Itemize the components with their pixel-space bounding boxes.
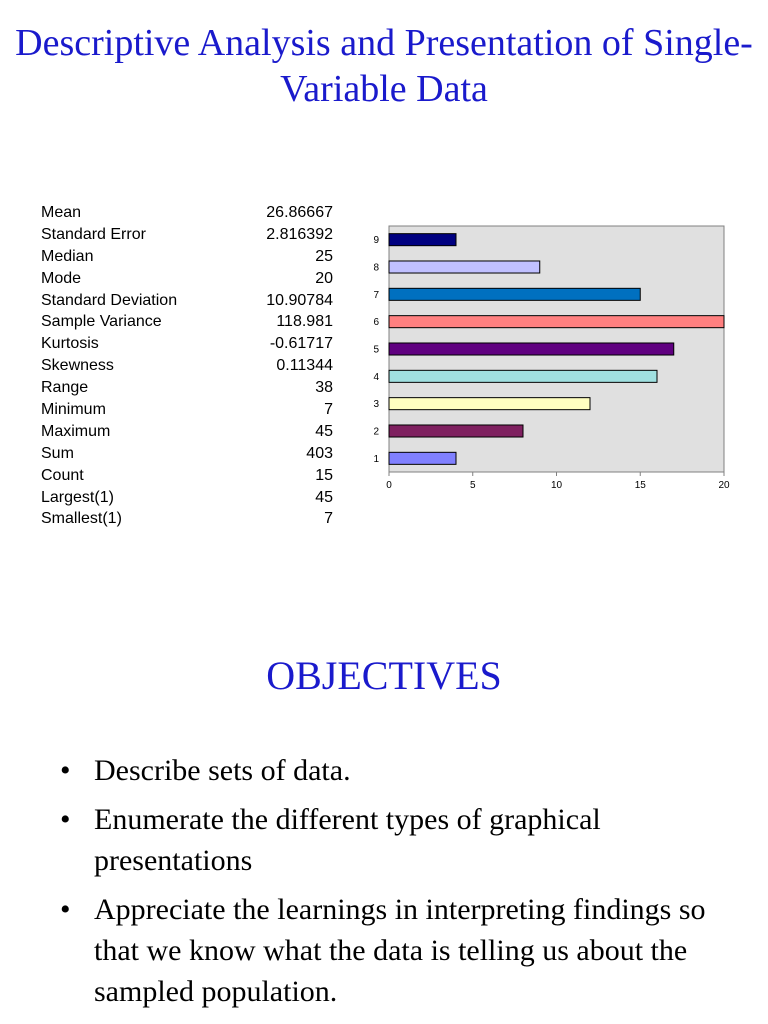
bar-9	[389, 234, 456, 246]
objective-text: Appreciate the learnings in interpreting findings so that we know what the data is telling us about the sampled population.	[94, 893, 706, 1008]
y-tick-label-4: 4	[373, 371, 379, 383]
objective-item	[60, 750, 740, 791]
stats-row	[41, 355, 333, 377]
stat-label: Minimum	[41, 401, 106, 419]
stats-row	[41, 268, 333, 290]
stat-label: Skewness	[41, 357, 114, 375]
stat-label: Standard Error	[41, 225, 146, 243]
stat-value: 45	[315, 422, 333, 440]
stats-row	[41, 508, 333, 530]
stats-row	[41, 333, 333, 355]
stat-label: Mode	[41, 269, 82, 287]
stat-value: 7	[324, 510, 333, 528]
objectives-heading: OBJECTIVES	[266, 653, 502, 698]
stat-value: 10.90784	[266, 291, 333, 309]
stats-row	[41, 246, 333, 268]
stats-row	[41, 465, 333, 487]
objective-text: Describe sets of data.	[94, 754, 351, 787]
stat-label: Kurtosis	[41, 335, 99, 353]
bar-2	[389, 425, 523, 437]
stats-row	[41, 443, 333, 465]
stat-label: Mean	[41, 204, 82, 221]
stats-row	[41, 487, 333, 509]
stat-value: 0.11344	[276, 357, 333, 375]
y-tick-label-1: 1	[373, 453, 379, 465]
stat-value: 403	[306, 444, 333, 462]
descriptive-stats-table	[41, 202, 333, 530]
stat-value: 45	[315, 488, 333, 506]
y-tick-label-3: 3	[373, 399, 379, 411]
bullet-marker: •	[60, 893, 71, 926]
stat-value: 7	[324, 401, 333, 419]
stat-label: Standard Deviation	[41, 291, 178, 309]
bar-1	[389, 452, 456, 464]
y-tick-label-5: 5	[373, 344, 379, 356]
stats-row	[41, 311, 333, 333]
stats-row	[41, 399, 333, 421]
stat-value: 118.981	[276, 313, 333, 331]
bullet-marker: •	[60, 803, 71, 836]
x-tick-label-20: 20	[718, 480, 730, 491]
stat-value: -0.61717	[269, 335, 333, 353]
stat-value: 26.86667	[266, 204, 333, 221]
stat-label: Smallest(1)	[41, 510, 122, 528]
stats-row	[41, 202, 333, 224]
bar-5	[389, 343, 674, 355]
stat-label: Range	[41, 379, 89, 397]
x-tick-label-15: 15	[634, 480, 646, 491]
y-tick-label-2: 2	[373, 426, 379, 438]
stats-row	[41, 290, 333, 312]
stat-value: 2.816392	[266, 225, 333, 243]
objective-item	[60, 799, 740, 881]
objective-text: Enumerate the different types of graphical presentations	[94, 803, 601, 877]
stat-label: Median	[41, 247, 94, 265]
y-tick-label-6: 6	[373, 317, 379, 329]
bar-7	[389, 288, 640, 300]
bar-3	[389, 398, 590, 410]
stat-label: Sample Variance	[41, 313, 162, 331]
bar-4	[389, 370, 657, 382]
bar-6	[389, 316, 724, 328]
stat-label: Maximum	[41, 422, 111, 440]
stat-value: 38	[315, 379, 333, 397]
y-tick-label-8: 8	[373, 262, 379, 274]
stats-row	[41, 377, 333, 399]
x-tick-label-10: 10	[550, 480, 563, 491]
x-tick-label-5: 5	[469, 480, 476, 491]
x-tick-label-0: 0	[386, 480, 392, 491]
horizontal-bar-chart	[360, 218, 740, 494]
bullet-marker: •	[60, 754, 71, 787]
y-tick-label-7: 7	[373, 289, 379, 301]
bar-8	[389, 261, 540, 273]
objective-item	[60, 889, 740, 1012]
stat-value: 20	[315, 269, 333, 287]
stats-row	[41, 421, 333, 443]
page-title: Descriptive Analysis and Presentation of Single-Variable Data	[15, 22, 753, 110]
objectives-list	[60, 750, 740, 1020]
stat-label: Sum	[41, 444, 74, 462]
stat-value: 15	[315, 466, 333, 484]
stat-label: Count	[41, 466, 84, 484]
stat-value: 25	[315, 247, 333, 265]
stat-label: Largest(1)	[41, 488, 114, 506]
y-tick-label-9: 9	[373, 235, 379, 247]
stats-row	[41, 224, 333, 246]
